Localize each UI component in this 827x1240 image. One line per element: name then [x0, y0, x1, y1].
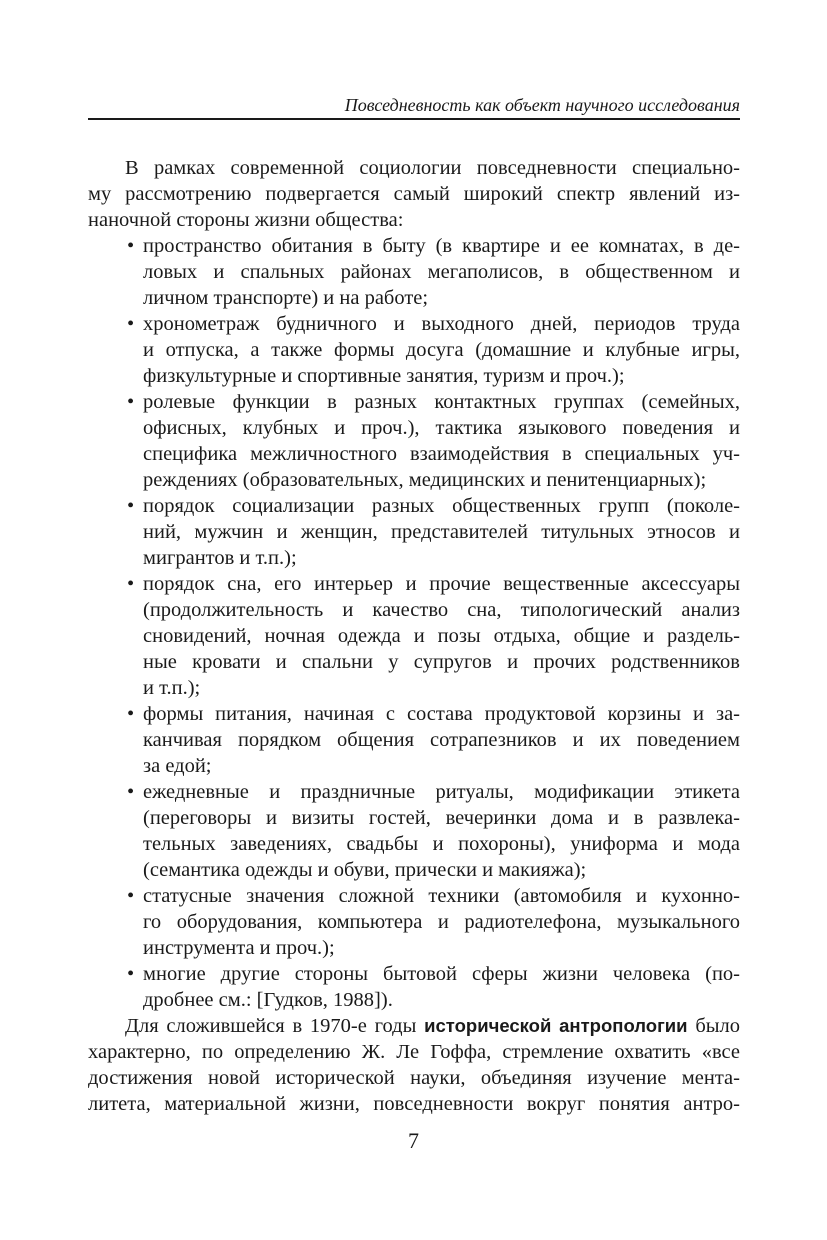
- paragraph-text: было: [695, 1015, 741, 1037]
- list-item-line: офисных, клубных и проч.), тактика языкового поведения и: [143, 417, 740, 439]
- list-item-line: порядок социализации разных общественных групп (поколе-: [143, 495, 740, 517]
- list-item-line: за едой;: [143, 755, 212, 777]
- paragraph-line: достижения новой исторической науки, объединяя изучение мента-: [88, 1067, 740, 1089]
- bullet-marker: •: [127, 703, 135, 725]
- list-item-line: (семантика одежды и обуви, прически и макияжа);: [143, 859, 587, 881]
- list-item-line: тельных заведениях, свадьбы и похороны), униформа и мода: [143, 833, 740, 855]
- list-item-line: ний, мужчин и женщин, представителей титульных этносов и: [143, 521, 740, 543]
- bullet-marker: •: [127, 235, 135, 257]
- list-item-line: порядок сна, его интерьер и прочие вещественные аксессуары: [143, 573, 740, 595]
- list-item-line: реждениях (образовательных, медицинских и пенитенциарных);: [143, 469, 707, 491]
- list-item-line: пространство обитания в быту (в квартире и ее комнатах, в де-: [143, 235, 740, 257]
- list-item-line: мигрантов и т.п.);: [143, 547, 297, 569]
- bullet-marker: •: [127, 573, 135, 595]
- list-item-line: (переговоры и визиты гостей, вечеринки дома и в развлека-: [143, 807, 740, 829]
- paragraph-line: характерно, по определению Ж. Ле Гоффа, стремление охватить «все: [88, 1041, 740, 1063]
- list-item-line: ролевые функции в разных контактных группах (семейных,: [143, 391, 740, 413]
- list-item-line: многие другие стороны бытовой сферы жизни человека (по-: [143, 963, 740, 985]
- list-item-line: формы питания, начиная с состава продуктовой корзины и за-: [143, 703, 740, 725]
- list-item-line: личном транспорте) и на работе;: [143, 287, 429, 309]
- list-item-line: го оборудования, компьютера и радиотелефона, музыкального: [143, 911, 740, 933]
- list-item-line: (продолжительность и качество сна, типологический анализ: [143, 599, 740, 621]
- list-item-line: инструмента и проч.);: [143, 937, 335, 959]
- bullet-marker: •: [127, 391, 135, 413]
- bold-term: исторической антропологии: [424, 1015, 688, 1036]
- list-item-line: физкультурные и спортивные занятия, туризм и проч.);: [143, 365, 625, 387]
- list-item-line: и отпуска, а также формы досуга (домашние и клубные игры,: [143, 339, 740, 361]
- list-item-line: специфика межличностного взаимодействия в специальных уч-: [143, 443, 740, 465]
- paragraph-text: Для сложившейся в 1970-е годы: [125, 1015, 417, 1037]
- intro-line: В рамках современной социологии повседневности специально-: [125, 157, 740, 179]
- bullet-marker: •: [127, 963, 135, 985]
- page-number: 7: [408, 1128, 419, 1153]
- paragraph-line: [125, 1013, 740, 1039]
- list-item-line: статусные значения сложной техники (автомобиля и кухонно-: [143, 885, 740, 907]
- bullet-marker: •: [127, 781, 135, 803]
- list-item-line: ловых и спальных районах мегаполисов, в общественном и: [143, 261, 740, 283]
- list-item-line: канчивая порядком общения сотрапезников и их поведением: [143, 729, 740, 751]
- bullet-marker: •: [127, 313, 135, 335]
- list-item-line: и т.п.);: [143, 677, 201, 699]
- list-item-line: ежедневные и праздничные ритуалы, модификации этикета: [143, 781, 740, 803]
- list-item-line: хронометраж будничного и выходного дней, периодов труда: [143, 313, 740, 335]
- list-item-line: сновидений, ночная одежда и позы отдыха, общие и раздель-: [143, 625, 740, 647]
- paragraph-line: литета, материальной жизни, повседневности вокруг понятия антро-: [88, 1093, 740, 1115]
- list-item-line: дробнее см.: [Гудков, 1988]).: [143, 989, 393, 1011]
- running-header-title: Повседневность как объект научного исследования: [344, 95, 740, 115]
- running-header: [88, 92, 740, 120]
- intro-line: наночной стороны жизни общества:: [88, 209, 404, 231]
- intro-line: му рассмотрению подвергается самый широкий спектр явлений из-: [88, 183, 740, 205]
- list-item-line: ные кровати и спальни у супругов и прочих родственников: [143, 651, 740, 673]
- bullet-marker: •: [127, 885, 135, 907]
- bullet-marker: •: [127, 495, 135, 517]
